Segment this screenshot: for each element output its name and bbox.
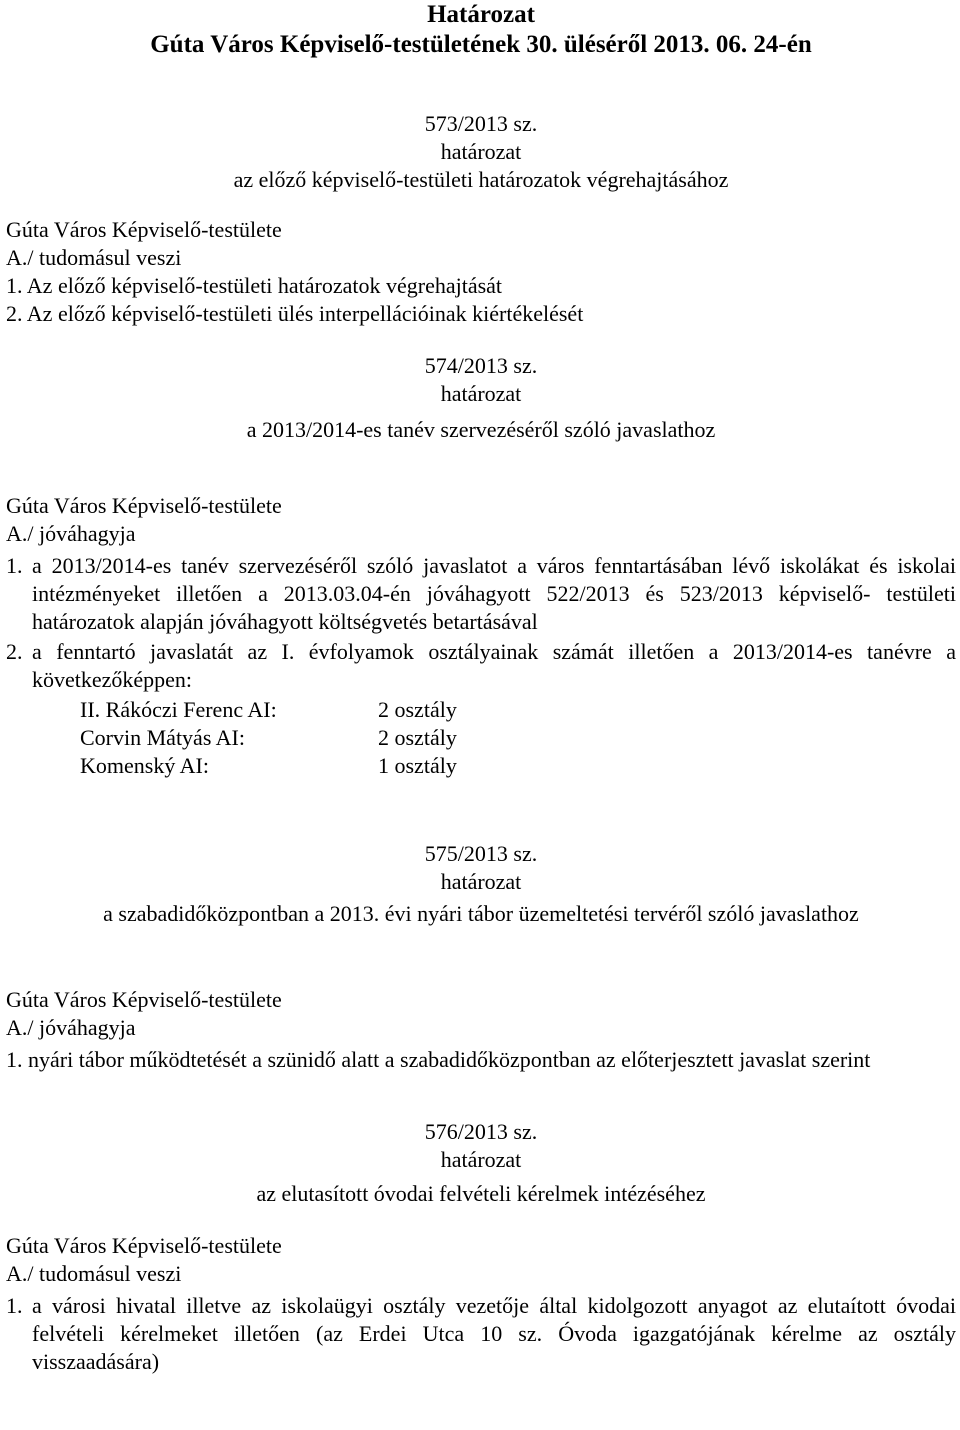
resolution-body: Gúta Város Képviselő-testülete xyxy=(6,1233,282,1258)
resolution-kind: határozat xyxy=(440,1147,522,1172)
item-number: 2. xyxy=(6,301,23,326)
class-count: 1 osztály xyxy=(378,753,457,778)
resolution-575 xyxy=(6,840,956,1074)
school-name: II. Rákóczi Ferenc AI: xyxy=(80,697,277,722)
resolution-number: 575/2013 sz. xyxy=(424,841,538,866)
list-item xyxy=(6,1292,956,1376)
resolution-action: A./ jóváhagyja xyxy=(6,521,136,546)
item-text: Az előző képviselő-testületi határozatok végrehajtását xyxy=(26,273,503,298)
document-title: Határozat xyxy=(427,1,535,28)
resolution-576 xyxy=(6,1118,956,1376)
list-item xyxy=(6,300,956,328)
item-number: 2. xyxy=(6,639,23,664)
item-number: 1. xyxy=(6,273,23,298)
class-count: 2 osztály xyxy=(378,725,457,750)
resolution-subject: a 2013/2014-es tanév szervezéséről szóló javaslathoz xyxy=(246,417,716,442)
item-number: 1. xyxy=(6,1047,23,1072)
resolution-kind: határozat xyxy=(440,869,522,894)
resolution-573 xyxy=(6,110,956,328)
document-page xyxy=(6,0,956,1376)
resolution-kind: határozat xyxy=(440,139,522,164)
resolution-number: 573/2013 sz. xyxy=(424,111,538,136)
resolution-action: A./ tudomásul veszi xyxy=(6,245,182,270)
resolution-subject: az elutasított óvodai felvételi kérelmek intézéséhez xyxy=(256,1181,706,1206)
item-text: Az előző képviselő-testületi ülés interpellációinak kiértékelését xyxy=(26,301,584,326)
school-name: Corvin Mátyás AI: xyxy=(80,725,245,750)
item-number: 1. xyxy=(6,553,23,578)
list-item xyxy=(6,272,956,300)
resolution-action: A./ tudomásul veszi xyxy=(6,1261,182,1286)
item-text: a 2013/2014-es tanév szervezéséről szóló javaslatot a város fenntartásában lévő iskolákat és iskolai intézményeket illetően a 2013.03.04-én jóváhagyott 522/2013 és 523/2013 képviselő- testületi határozatok alapján jóváhagyott költségvetés betartásával xyxy=(32,553,956,634)
school-row xyxy=(6,752,956,780)
resolution-subject: a szabadidőközpontban a 2013. évi nyári tábor üzemeltetési tervéről szóló javaslathoz xyxy=(103,901,859,926)
resolution-action: A./ jóváhagyja xyxy=(6,1015,136,1040)
list-item xyxy=(6,552,956,636)
resolution-body: Gúta Város Képviselő-testülete xyxy=(6,493,282,518)
resolution-body: Gúta Város Képviselő-testülete xyxy=(6,987,282,1012)
school-row xyxy=(6,724,956,752)
item-text: a városi hivatal illetve az iskolaügyi osztály vezetője által kidolgozott anyagot az elutaított óvodai felvételi kérelmeket illetően (az Erdei Utca 10 sz. Óvoda igazgatójának kérelme az osztály visszaadására) xyxy=(32,1293,956,1374)
list-item xyxy=(6,1046,956,1074)
item-text: a fenntartó javaslatát az I. évfolyamok osztályainak számát illetően a 2013/2014-es tanévre a következőképpen: xyxy=(32,639,956,692)
resolution-number: 574/2013 sz. xyxy=(424,353,538,378)
resolution-number: 576/2013 sz. xyxy=(424,1119,538,1144)
item-text: nyári tábor működtetését a szünidő alatt a szabadidőközpontban az előterjesztett javaslat szerint xyxy=(28,1047,871,1072)
school-row xyxy=(6,696,956,724)
item-number: 1. xyxy=(6,1293,23,1318)
school-name: Komenský AI: xyxy=(80,753,209,778)
resolution-subject: az előző képviselő-testületi határozatok végrehajtásához xyxy=(233,167,729,192)
document-subtitle: Gúta Város Képviselő-testületének 30. üléséről 2013. 06. 24-én xyxy=(150,31,812,58)
resolution-kind: határozat xyxy=(440,381,522,406)
class-count: 2 osztály xyxy=(378,697,457,722)
resolution-574 xyxy=(6,352,956,780)
list-item xyxy=(6,638,956,694)
resolution-body: Gúta Város Képviselő-testülete xyxy=(6,217,282,242)
